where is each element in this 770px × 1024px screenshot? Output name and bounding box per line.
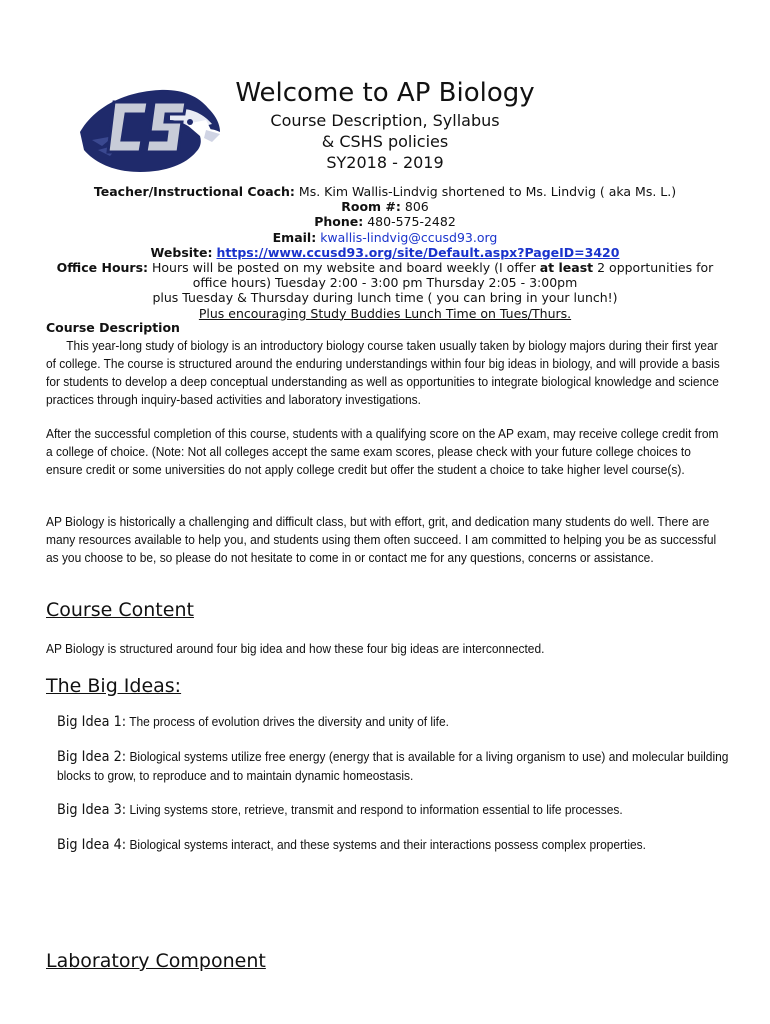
course-content-heading: Course Content: [46, 599, 194, 621]
phone-value: 480-575-2482: [363, 214, 456, 230]
teacher-info: [40, 184, 730, 321]
coach-line: [40, 184, 730, 199]
website-link[interactable]: https://www.ccusd93.org/site/Default.aspx?PageID=3420: [216, 244, 620, 260]
laboratory-heading: Laboratory Component: [46, 950, 266, 972]
paragraph: After the successful completion of this course, students with a qualifying score on the AP exam, may receive college credit from a college of choice. (Note: Not all colleges accept the same exam scores, please check with your future college choices to ensure credit or some universities do not apply college credit but offer the student a choice to take higher level course(s).: [46, 426, 719, 477]
big-idea-2: [57, 748, 757, 786]
website-line: [40, 245, 730, 260]
paragraph: This year-long study of biology is an introductory biology course taken usually taken by biology majors during their first year of college. The course is structured around the enduring understandings within four big ideas in biology, and will provide a basis for students to develop a deep conceptual understanding as well as opportunities to integrate biological knowledge and science practices through inquiry-based activities and laboratory investigations.: [46, 338, 720, 407]
course-description-para-3: [46, 513, 727, 567]
office-hours-line: [40, 260, 730, 275]
big-idea-3: [57, 801, 757, 820]
big-idea-text: Biological systems utilize free energy (energy that is available for a living organism to use) and molecular building blocks to grow, to reproduce and to maintain dynamic homeostasis.: [57, 749, 729, 783]
course-description-para-1: [46, 337, 727, 409]
big-idea-label: Big Idea 2:: [57, 749, 127, 765]
big-idea-text: The process of evolution drives the diversity and unity of life.: [126, 714, 449, 729]
office-hours-line: office hours) Tuesday 2:00 - 3:00 pm Thursday 2:05 - 3:00pm: [192, 275, 578, 291]
page-title: Welcome to AP Biology: [235, 78, 535, 108]
big-idea-text: Biological systems interact, and these systems and their interactions possess complex properties.: [126, 837, 646, 852]
subtitle-line: Course Description, Syllabus: [270, 111, 500, 130]
room-value: 806: [400, 199, 429, 215]
paragraph: AP Biology is historically a challenging and difficult class, but with effort, grit, and dedication many students do well. There are many resources available to help you, and students using them often succeed. I am committed to helping you be as successful as you choose to be, so please do not hesitate to come in or contact me for any questions, concerns or assistance.: [46, 514, 717, 565]
school-year: SY2018 - 2019: [326, 153, 444, 172]
big-idea-4: [57, 836, 757, 855]
study-buddies-line: Plus encouraging Study Buddies Lunch Time on Tues/Thurs.: [198, 305, 572, 321]
big-idea-text: Living systems store, retrieve, transmit and respond to information essential to life processes.: [126, 802, 623, 817]
email-label: Email:: [272, 229, 317, 245]
email-line: [40, 230, 730, 245]
course-description-heading: Course Description: [46, 320, 180, 335]
big-idea-label: Big Idea 4:: [57, 837, 127, 853]
subtitle-line: & CSHS policies: [321, 132, 449, 151]
office-hours-emphasis: at least: [539, 260, 594, 276]
office-hours-text: Hours will be posted on my website and board weekly (I offer: [148, 260, 540, 276]
office-hours-text: 2 opportunities for: [593, 260, 714, 276]
room-line: [40, 199, 730, 214]
coach-label: Teacher/Instructional Coach:: [93, 184, 295, 199]
big-idea-label: Big Idea 1:: [57, 714, 127, 730]
office-hours-line: plus Tuesday & Thursday during lunch time ( you can bring in your lunch!): [152, 290, 618, 306]
paragraph: AP Biology is structured around four big idea and how these four big ideas are interconnected.: [46, 641, 545, 656]
course-description-para-2: [46, 425, 727, 479]
email-link[interactable]: kwallis-lindvig@ccusd93.org: [320, 229, 498, 245]
big-idea-1: [57, 713, 757, 732]
big-idea-label: Big Idea 3:: [57, 802, 127, 818]
office-hours-label: Office Hours:: [56, 260, 149, 276]
website-label: Website:: [150, 244, 213, 260]
course-content-text: [46, 640, 727, 658]
coach-value: Ms. Kim Wallis-Lindvig shortened to Ms. Lindvig ( aka Ms. L.): [294, 184, 677, 199]
phone-label: Phone:: [314, 214, 364, 230]
phone-line: [40, 214, 730, 229]
big-ideas-heading: The Big Ideas:: [46, 675, 182, 697]
school-logo-hawk: [74, 80, 224, 176]
title-block: [230, 76, 540, 173]
room-label: Room #:: [341, 199, 401, 215]
